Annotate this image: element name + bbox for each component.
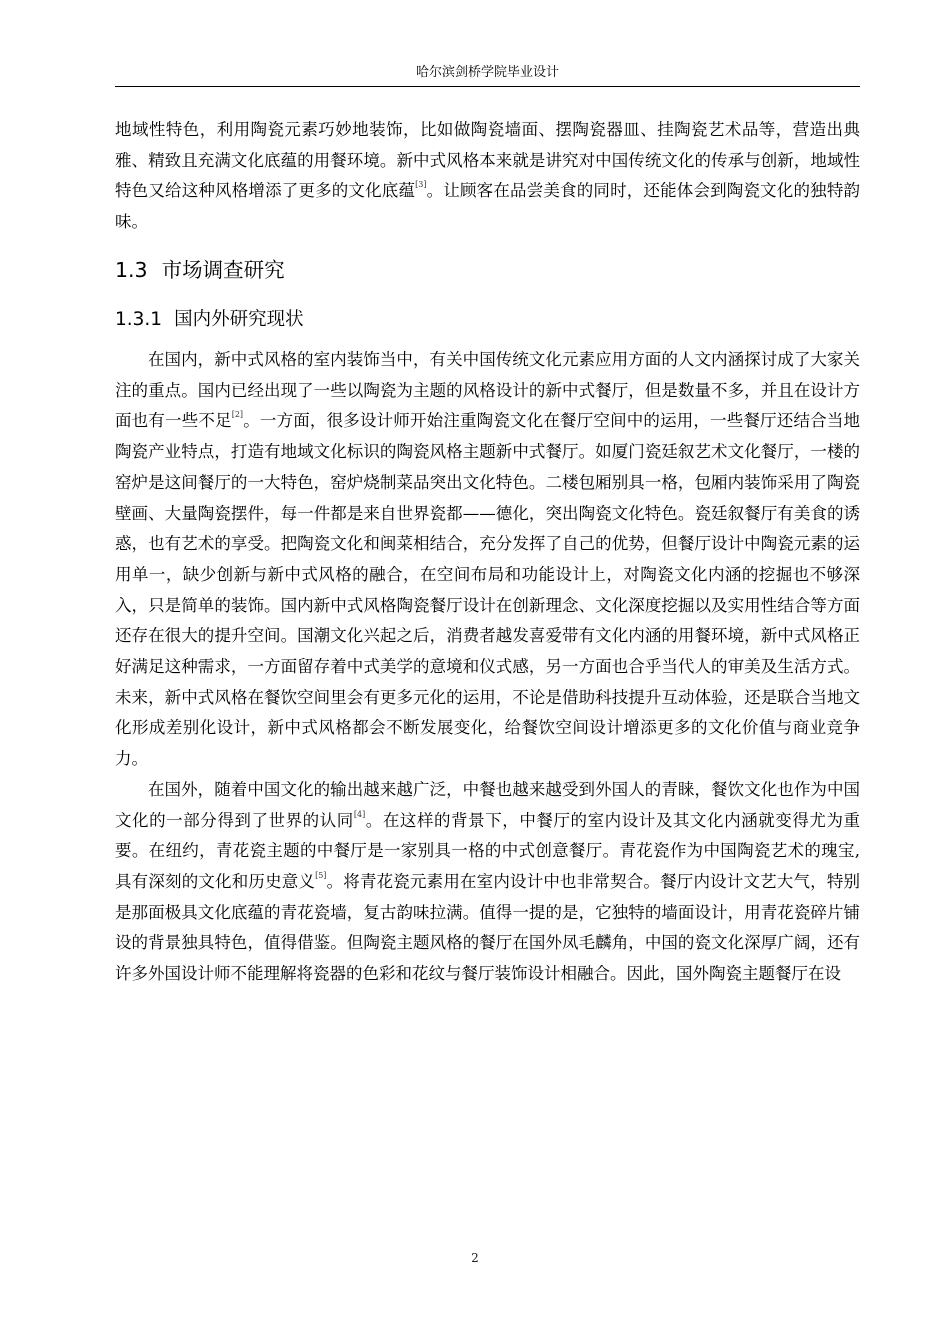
citation-2: [2] (231, 410, 244, 420)
foreign-text-a: 在国外，随着中国文化的输出越来越广泛，中餐也越来越受到外国人的青睐，餐饮文化也作为中国文化的一部分得到了世界的认同 (115, 779, 860, 830)
section-heading (115, 256, 285, 284)
domestic-paragraph (115, 345, 860, 775)
subsection-heading (115, 307, 304, 333)
page-number: 2 (471, 1251, 479, 1265)
domestic-text-a: 在国内，新中式风格的室内装饰当中，有关中国传统文化元素应用方面的人文内涵探讨成了大家关注的重点。国内已经出现了一些以陶瓷为主题的风格设计的新中式餐厅，但是数量不多，并且在设计方面也有一些不足 (115, 350, 860, 431)
domestic-text-b: 。一方面，很多设计师开始注重陶瓷文化在餐厅空间中的运用，一些餐厅还结合当地陶瓷产业特点，打造有地域文化标识的陶瓷风格主题新中式餐厅。如厦门瓷廷叙艺术文化餐厅，一楼的窑炉是这间餐厅的一大特色，窑炉烧制菜品突出文化特色。二楼包厢别具一格，包厢内装饰采用了陶瓷壁画、大量陶瓷摆件，每一件都是来自世界瓷都——德化，突出陶瓷文化特色。瓷廷叙餐厅有美食的诱惑，也有艺术的享受。把陶瓷文化和闽菜相结合，充分发挥了自己的优势，但餐厅设计中陶瓷元素的运用单一，缺少创新与新中式风格的融合，在空间布局和功能设计上，对陶瓷文化内涵的挖掘也不够深入，只是简单的装饰。国内新中式风格陶瓷餐厅设计在创新理念、文化深度挖掘以及实用性结合等方面还存在很大的提升空间。国潮文化兴起之后，消费者越发喜爱带有文化内涵的用餐环境，新中式风格正好满足这种需求，一方面留存着中式美学的意境和仪式感，另一方面也合乎当代人的审美及生活方式。未来，新中式风格在餐饮空间里会有更多元化的运用，不论是借助科技提升互动体验，还是联合当地文化形成差别化设计，新中式风格都会不断发展变化，给餐饮空间设计增添更多的文化价值与商业竞争力。 (115, 411, 861, 769)
foreign-text-b: 。在这样的背景下，中餐厅的室内设计及其文化内涵就变得尤为重要。在纽约，青花瓷主题的中餐厅是一家别具一格的中式创意餐厅。青花瓷作为中国陶瓷艺术的瑰宝,具有深刻的文化和历史意义 (115, 810, 861, 891)
intro-paragraph (115, 115, 860, 238)
citation-5: [5] (315, 870, 327, 880)
foreign-text-c: 。将青花瓷元素用在室内设计中也非常契合。餐厅内设计文艺大气，特别是那面极具文化底蕴的青花瓷墙，复古韵味拉满。值得一提的是，它独特的墙面设计，用青花瓷碎片铺设的背景独具特色，值得借鉴。但陶瓷主题风格的餐厅在国外凤毛麟角，中国的瓷文化深厚广阔，还有许多外国设计师不能理解将瓷器的色彩和花纹与餐厅装饰设计相融合。因此，国外陶瓷主题餐厅在设 (115, 871, 861, 984)
subsection-title: 国内外研究现状 (174, 309, 304, 330)
intro-text-a: 地域性特色，利用陶瓷元素巧妙地装饰，比如做陶瓷墙面、摆陶瓷器皿、挂陶瓷艺术品等，营造出典雅、精致且充满文化底蕴的用餐环境。新中式风格本来就是讲究对中国传统文化的传承与创新，地域性特色又给这种风格增添了更多的文化底蕴 (115, 120, 860, 201)
intro-text-b: 。让顾客在品尝美食的同时，还能体会到陶瓷文化的独特韵味。 (115, 181, 861, 232)
page-footer (0, 1251, 950, 1265)
foreign-paragraph (115, 775, 860, 990)
header-title: 哈尔滨剑桥学院毕业设计 (415, 65, 559, 80)
section-number: 1.3 (115, 258, 148, 282)
intro-paragraph-block (115, 115, 860, 238)
subsection-number: 1.3.1 (115, 309, 163, 330)
citation-3: [3] (415, 180, 427, 190)
section-title: 市场调查研究 (161, 258, 285, 282)
page-header (115, 62, 860, 87)
citation-4: [4] (353, 809, 366, 819)
research-body (115, 345, 860, 990)
